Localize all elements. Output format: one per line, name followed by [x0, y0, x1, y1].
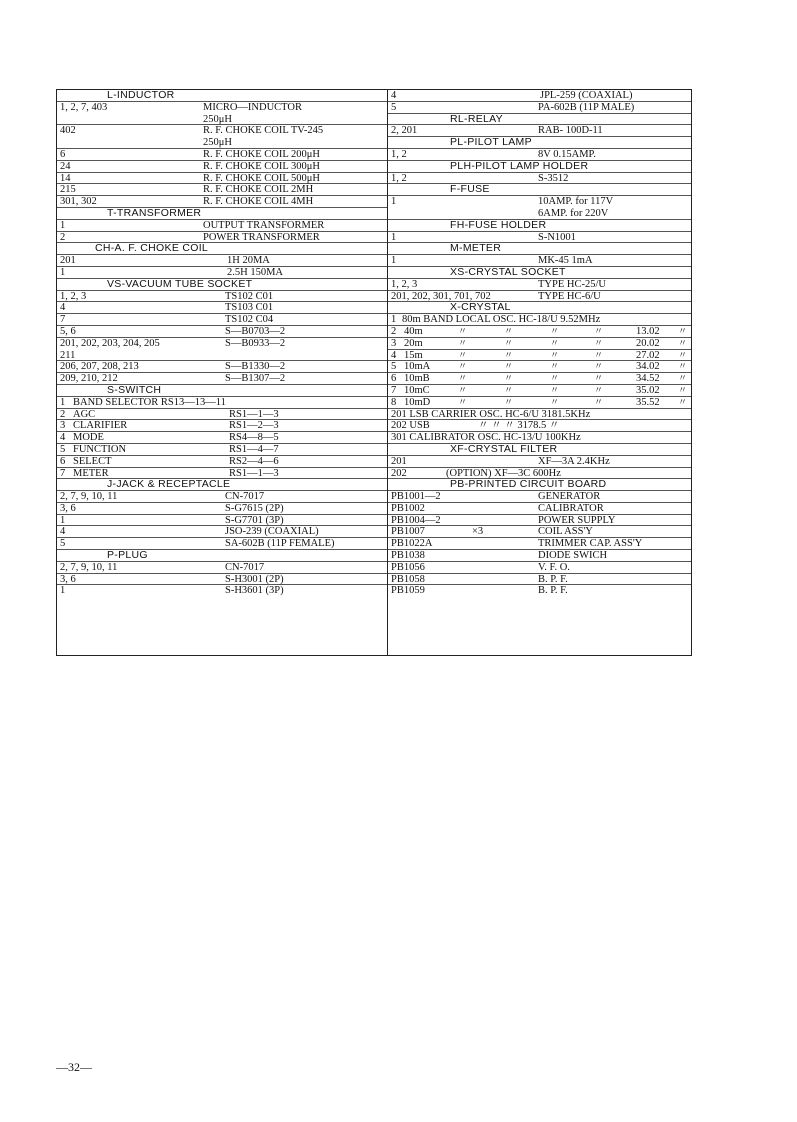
ref-cell: 4 — [60, 432, 66, 444]
ref-cell: 301 CALIBRATOR OSC. HC-13/U 100KHz — [391, 432, 581, 444]
ref-cell: 6 — [60, 148, 66, 160]
desc-cell: S-G7615 (2P) — [225, 502, 284, 514]
table-row — [388, 149, 691, 161]
ref-cell: 201 — [60, 255, 76, 267]
table-row — [57, 302, 387, 314]
section-header-label: VS-VACUUM TUBE SOCKET — [107, 277, 253, 290]
table-row — [388, 550, 691, 562]
left-column — [57, 90, 388, 655]
ditto-mark: 〃 — [458, 337, 468, 348]
ref-cell: 202 USB — [391, 420, 430, 432]
table-row — [388, 90, 691, 102]
table-row — [57, 125, 387, 137]
desc-cell: TRIMMER CAP. ASS'Y — [538, 538, 643, 550]
desc-cell: 8V 0.15AMP. — [538, 148, 596, 160]
frequency-cell: 34.52 — [636, 373, 660, 385]
table-row — [388, 538, 691, 550]
ref-cell: 4 — [60, 526, 66, 538]
table-row — [388, 102, 691, 114]
desc-cell: 10mC — [404, 384, 430, 396]
desc-cell: TYPE HC-6/U — [538, 290, 601, 302]
section-header-label: PB-PRINTED CIRCUIT BOARD — [450, 478, 607, 491]
ditto-mark: 〃 — [504, 325, 514, 336]
frequency-cell: 34.02 — [636, 361, 660, 373]
desc-cell: S—B0703—2 — [225, 325, 286, 337]
ref-cell: 1 — [60, 514, 66, 526]
desc-cell: RAB- 100D-11 — [538, 125, 603, 137]
ref-cell: 215 — [60, 184, 76, 196]
section-header-label: XS-CRYSTAL SOCKET — [450, 265, 566, 278]
ref-cell: 14 — [60, 172, 71, 184]
table-row — [388, 526, 691, 538]
section-header-label: PLH-PILOT LAMP HOLDER — [450, 159, 589, 172]
ditto-mark: 〃 — [504, 361, 514, 372]
frequency-cell: 13.02 — [636, 325, 660, 337]
ditto-mark: 〃 — [504, 349, 514, 360]
ref-cell: 1 — [60, 396, 66, 408]
section-header — [388, 161, 691, 173]
desc-cell: CALIBRATOR — [538, 502, 604, 514]
ref-cell: 301, 302 — [60, 196, 97, 208]
table-row — [57, 491, 387, 503]
ditto-mark: 〃 — [550, 361, 560, 372]
table-row — [57, 409, 387, 421]
section-header-label: J-JACK & RECEPTACLE — [107, 478, 231, 491]
section-header-label: L-INDUCTOR — [107, 89, 175, 101]
ditto-mark: 〃 — [504, 396, 514, 407]
desc-cell: BAND SELECTOR RS13—13—11 — [73, 396, 226, 408]
section-header — [388, 243, 691, 255]
ditto-mark: 〃 — [594, 373, 604, 384]
parts-list-table — [56, 89, 692, 656]
section-header-label: F-FUSE — [450, 183, 490, 196]
ref-cell: 6 — [60, 455, 66, 467]
table-row — [57, 137, 387, 149]
ditto-mark: 〃 — [550, 384, 560, 395]
table-row — [388, 314, 691, 326]
section-header-label: PL-PILOT LAMP — [450, 136, 532, 149]
desc-cell: CLARIFIER — [73, 420, 128, 432]
ref-cell: 7 — [391, 384, 397, 396]
desc-cell: 20m — [404, 337, 423, 349]
section-header-label: CH-A. F. CHOKE COIL — [95, 242, 209, 255]
section-header — [57, 90, 387, 102]
frequency-cell: 35.52 — [636, 396, 660, 408]
ref-cell: 5, 6 — [60, 325, 76, 337]
table-row — [57, 338, 387, 350]
table-row — [57, 173, 387, 185]
table-row — [388, 420, 691, 432]
table-row — [57, 515, 387, 527]
desc-cell: AGC — [73, 408, 96, 420]
section-header — [388, 184, 691, 196]
ref-cell: 5 — [391, 101, 397, 113]
desc-cell: R. F. CHOKE COIL 4MH — [203, 196, 314, 208]
ref-cell: 201, 202, 203, 204, 205 — [60, 337, 160, 349]
ref-cell: PB1007 — [391, 526, 425, 538]
table-row — [388, 491, 691, 503]
section-header-label: XF-CRYSTAL FILTER — [450, 442, 558, 455]
right-column — [388, 90, 691, 655]
ditto-mark: 〃 — [550, 349, 560, 360]
section-header — [57, 243, 387, 255]
desc-cell: V. F. O. — [538, 561, 570, 573]
ref-cell: 2, 201 — [391, 125, 418, 137]
ditto-mark: 〃 — [678, 337, 688, 348]
ref-cell: 4 — [391, 90, 397, 101]
desc-cell: 10mA — [404, 361, 431, 373]
ref-cell: 4 — [60, 302, 66, 314]
table-row — [57, 161, 387, 173]
table-row — [388, 350, 691, 362]
page-number: —32— — [56, 1060, 92, 1074]
ref-cell: 1, 2, 3 — [60, 290, 87, 302]
ditto-mark: 〃 — [504, 373, 514, 384]
table-row — [388, 456, 691, 468]
ditto-mark: 〃 — [458, 361, 468, 372]
table-row — [388, 279, 691, 291]
ref-cell: 3, 6 — [60, 502, 76, 514]
ref-cell: PB1022A — [391, 538, 433, 550]
table-row — [388, 361, 691, 373]
part-number-cell: RS1—2—3 — [229, 420, 279, 432]
table-row — [57, 255, 387, 267]
part-number-cell: RS1—4—7 — [229, 443, 279, 455]
ref-cell: 6 — [391, 373, 397, 385]
section-header — [57, 479, 387, 491]
table-row — [388, 373, 691, 385]
desc-cell: COIL ASS'Y — [538, 526, 593, 538]
desc-cell: JSO-239 (COAXIAL) — [225, 526, 319, 538]
ref-cell: 206, 207, 208, 213 — [60, 361, 139, 373]
ditto-mark: 〃 — [678, 325, 688, 336]
table-row — [57, 267, 387, 279]
ref-cell: 4 — [391, 349, 397, 361]
ref-cell: 1, 2 — [391, 148, 407, 160]
frequency-cell: 20.02 — [636, 337, 660, 349]
desc-cell: B. P. F. — [538, 573, 568, 585]
desc-cell: MODE — [73, 432, 104, 444]
desc-cell: 10mD — [404, 396, 431, 408]
table-row — [388, 326, 691, 338]
ditto-mark: 〃 — [678, 349, 688, 360]
desc-cell: FUNCTION — [73, 443, 127, 455]
ref-cell: 2 — [60, 231, 66, 243]
desc-cell: POWER SUPPLY — [538, 514, 616, 526]
section-header — [388, 137, 691, 149]
desc-cell: R. F. CHOKE COIL 500μH — [203, 172, 320, 184]
desc-cell: TS103 C01 — [225, 302, 274, 314]
desc-cell: S—B0933—2 — [225, 337, 286, 349]
ditto-mark: 〃 — [550, 325, 560, 336]
desc-cell: S-H3001 (2P) — [225, 573, 284, 585]
ref-cell: 1 — [391, 255, 397, 267]
ditto-mark: 〃 — [504, 384, 514, 395]
table-row — [57, 432, 387, 444]
ref-cell: 1 — [60, 585, 66, 597]
ref-cell: 1, 2, 3 — [391, 278, 418, 290]
desc-cell: XF—3A 2.4KHz — [538, 455, 610, 467]
ref-cell: 3 — [391, 337, 397, 349]
ref-cell: 1 — [391, 314, 397, 326]
ref-cell: 2, 7, 9, 10, 11 — [60, 561, 118, 573]
ref-cell: PB1004—2 — [391, 514, 441, 526]
table-row — [57, 526, 387, 538]
desc-cell: R. F. CHOKE COIL TV-245 — [203, 125, 324, 137]
table-row — [57, 184, 387, 196]
desc-cell: 1H 20MA — [227, 255, 270, 267]
part-number-cell: RS1—1—3 — [229, 467, 279, 479]
table-row — [388, 232, 691, 244]
ditto-mark: 〃 — [458, 373, 468, 384]
ref-cell: PB1002 — [391, 502, 425, 514]
desc-cell: GENERATOR — [538, 491, 601, 503]
ref-cell: 2 — [60, 408, 66, 420]
ref-cell: PB1038 — [391, 550, 425, 562]
ditto-mark: 〃 — [594, 325, 604, 336]
ditto-mark: 〃 — [458, 325, 468, 336]
ref-cell: 3 — [60, 420, 66, 432]
desc-cell: SA-602B (11P FEMALE) — [225, 538, 335, 550]
frequency-cell: 35.02 — [636, 384, 660, 396]
ref-cell: 1 — [60, 266, 66, 278]
section-header — [57, 550, 387, 562]
ref-cell: 211 — [60, 349, 76, 361]
desc-cell: S—B1330—2 — [225, 361, 286, 373]
table-row — [388, 409, 691, 421]
section-header-label: X-CRYSTAL — [450, 301, 511, 314]
desc-cell: 〃 〃 〃 3178.5 〃 — [478, 420, 560, 432]
ref-cell: 1 — [60, 219, 66, 231]
section-header — [57, 208, 387, 220]
ref-cell: 5 — [60, 538, 66, 550]
desc-cell: S—B1307—2 — [225, 373, 286, 385]
frequency-cell: 27.02 — [636, 349, 660, 361]
desc-cell: 2.5H 150MA — [227, 266, 284, 278]
desc-cell: (OPTION) XF—3C 600Hz — [446, 467, 561, 479]
section-header — [388, 444, 691, 456]
ref-cell: PB1059 — [391, 585, 425, 597]
ref-cell: 7 — [60, 314, 66, 326]
ditto-mark: 〃 — [458, 349, 468, 360]
desc-cell: S-N1001 — [538, 231, 576, 243]
table-row — [388, 385, 691, 397]
desc-cell: CN-7017 — [225, 491, 265, 503]
ref-cell: 24 — [60, 160, 71, 172]
table-row — [57, 314, 387, 326]
section-header — [388, 267, 691, 279]
ref-cell: 1, 2, 7, 403 — [60, 101, 108, 113]
table-row — [388, 515, 691, 527]
section-header — [57, 279, 387, 291]
table-row — [388, 208, 691, 220]
part-number-cell: RS1—1—3 — [229, 408, 279, 420]
table-row — [57, 420, 387, 432]
ditto-mark: 〃 — [458, 384, 468, 395]
desc-cell: MICRO—INDUCTOR — [203, 101, 302, 113]
desc-cell: R. F. CHOKE COIL 200μH — [203, 148, 320, 160]
table-row — [57, 114, 387, 126]
table-row — [57, 220, 387, 232]
ditto-mark: 〃 — [594, 349, 604, 360]
desc-cell: R. F. CHOKE COIL 2MH — [203, 184, 314, 196]
table-row — [388, 397, 691, 409]
table-row — [388, 503, 691, 515]
ref-cell: PB1001—2 — [391, 491, 441, 503]
section-header-label: RL-RELAY — [450, 112, 503, 125]
table-row — [57, 397, 387, 409]
table-row — [57, 444, 387, 456]
desc-cell: JPL-259 (COAXIAL) — [540, 90, 633, 101]
ditto-mark: 〃 — [594, 384, 604, 395]
desc-cell: OUTPUT TRANSFORMER — [203, 219, 325, 231]
ref-cell: PB1058 — [391, 573, 425, 585]
section-header — [388, 302, 691, 314]
ditto-mark: 〃 — [678, 384, 688, 395]
section-header-label: FH-FUSE HOLDER — [450, 218, 547, 231]
section-header — [388, 114, 691, 126]
table-row — [57, 456, 387, 468]
table-row — [57, 326, 387, 338]
table-row — [57, 149, 387, 161]
table-row — [388, 338, 691, 350]
desc-cell: MK-45 1mA — [538, 255, 593, 267]
desc-cell: S-3512 — [538, 172, 569, 184]
desc-cell: R. F. CHOKE COIL 300μH — [203, 160, 320, 172]
section-header — [388, 220, 691, 232]
table-row — [57, 574, 387, 586]
ditto-mark: 〃 — [678, 396, 688, 407]
ref-cell: PB1056 — [391, 561, 425, 573]
desc-cell: 250μH — [203, 113, 232, 125]
table-row — [388, 196, 691, 208]
table-row — [388, 585, 691, 597]
section-header — [57, 385, 387, 397]
table-row — [388, 173, 691, 185]
desc-cell: 40m — [404, 325, 423, 337]
section-header-label: M-METER — [450, 242, 502, 255]
ref-cell: 209, 210, 212 — [60, 373, 118, 385]
ref-cell: 201 — [391, 455, 407, 467]
desc-cell: TYPE HC-25/U — [538, 278, 606, 290]
desc-cell: S-H3601 (3P) — [225, 585, 284, 597]
table-row — [57, 361, 387, 373]
ditto-mark: 〃 — [594, 361, 604, 372]
ditto-mark: 〃 — [504, 337, 514, 348]
table-row — [57, 350, 387, 362]
ditto-mark: 〃 — [458, 396, 468, 407]
ref-cell: 201 LSB CARRIER OSC. HC-6/U 3181.5KHz — [391, 408, 591, 420]
ref-cell: 8 — [391, 396, 397, 408]
ref-cell: 3, 6 — [60, 573, 76, 585]
ref-cell: 402 — [60, 125, 76, 137]
ditto-mark: 〃 — [594, 337, 604, 348]
part-number-cell: RS2—4—6 — [229, 455, 279, 467]
ref-cell: 7 — [60, 467, 66, 479]
ref-cell: 1, 2 — [391, 172, 407, 184]
table-row — [57, 102, 387, 114]
desc-cell: TS102 C01 — [225, 290, 274, 302]
table-row — [388, 574, 691, 586]
ref-cell: 5 — [391, 361, 397, 373]
table-row — [57, 562, 387, 574]
table-row — [388, 291, 691, 303]
section-header-label: S-SWITCH — [107, 383, 162, 396]
desc-cell: 10mB — [404, 373, 430, 385]
desc-cell: 10AMP. for 117V — [538, 196, 614, 208]
desc-cell: TS102 C04 — [225, 314, 274, 326]
desc-cell: 6AMP. for 220V — [538, 207, 609, 219]
ditto-mark: 〃 — [594, 396, 604, 407]
ditto-mark: 〃 — [678, 373, 688, 384]
ditto-mark: 〃 — [550, 396, 560, 407]
desc-cell: CN-7017 — [225, 561, 265, 573]
section-header-label: T-TRANSFORMER — [107, 206, 202, 219]
ref-cell: 201, 202, 301, 701, 702 — [391, 290, 491, 302]
desc-cell: 250μH — [203, 137, 232, 149]
table-row — [57, 291, 387, 303]
part-number-cell: RS4—8—5 — [229, 432, 279, 444]
table-row — [57, 503, 387, 515]
ditto-mark: 〃 — [678, 361, 688, 372]
desc-cell: POWER TRANSFORMER — [203, 231, 320, 243]
ref-cell: 2, 7, 9, 10, 11 — [60, 491, 118, 503]
ref-cell: 1 — [391, 231, 397, 243]
desc-cell: B. P. F. — [538, 585, 568, 597]
ditto-mark: 〃 — [550, 373, 560, 384]
part-number-cell: ×3 — [472, 526, 484, 538]
desc-cell: S-G7701 (3P) — [225, 514, 284, 526]
section-header-label: P-PLUG — [107, 549, 148, 562]
desc-cell: PA-602B (11P MALE) — [538, 101, 635, 113]
table-row — [388, 562, 691, 574]
ref-cell: 1 — [391, 196, 397, 208]
ref-cell: 2 — [391, 325, 397, 337]
desc-cell: 15m — [404, 349, 423, 361]
ref-cell: 202 — [391, 467, 407, 479]
desc-cell: METER — [73, 467, 109, 479]
ditto-mark: 〃 — [550, 337, 560, 348]
table-row — [57, 585, 387, 597]
desc-cell: SELECT — [73, 455, 112, 467]
ref-cell: 5 — [60, 443, 66, 455]
desc-cell: 80m BAND LOCAL OSC. HC-18/U 9.52MHz — [402, 314, 601, 326]
desc-cell: DIODE SWICH — [538, 550, 608, 562]
section-header — [388, 479, 691, 491]
table-row — [388, 125, 691, 137]
